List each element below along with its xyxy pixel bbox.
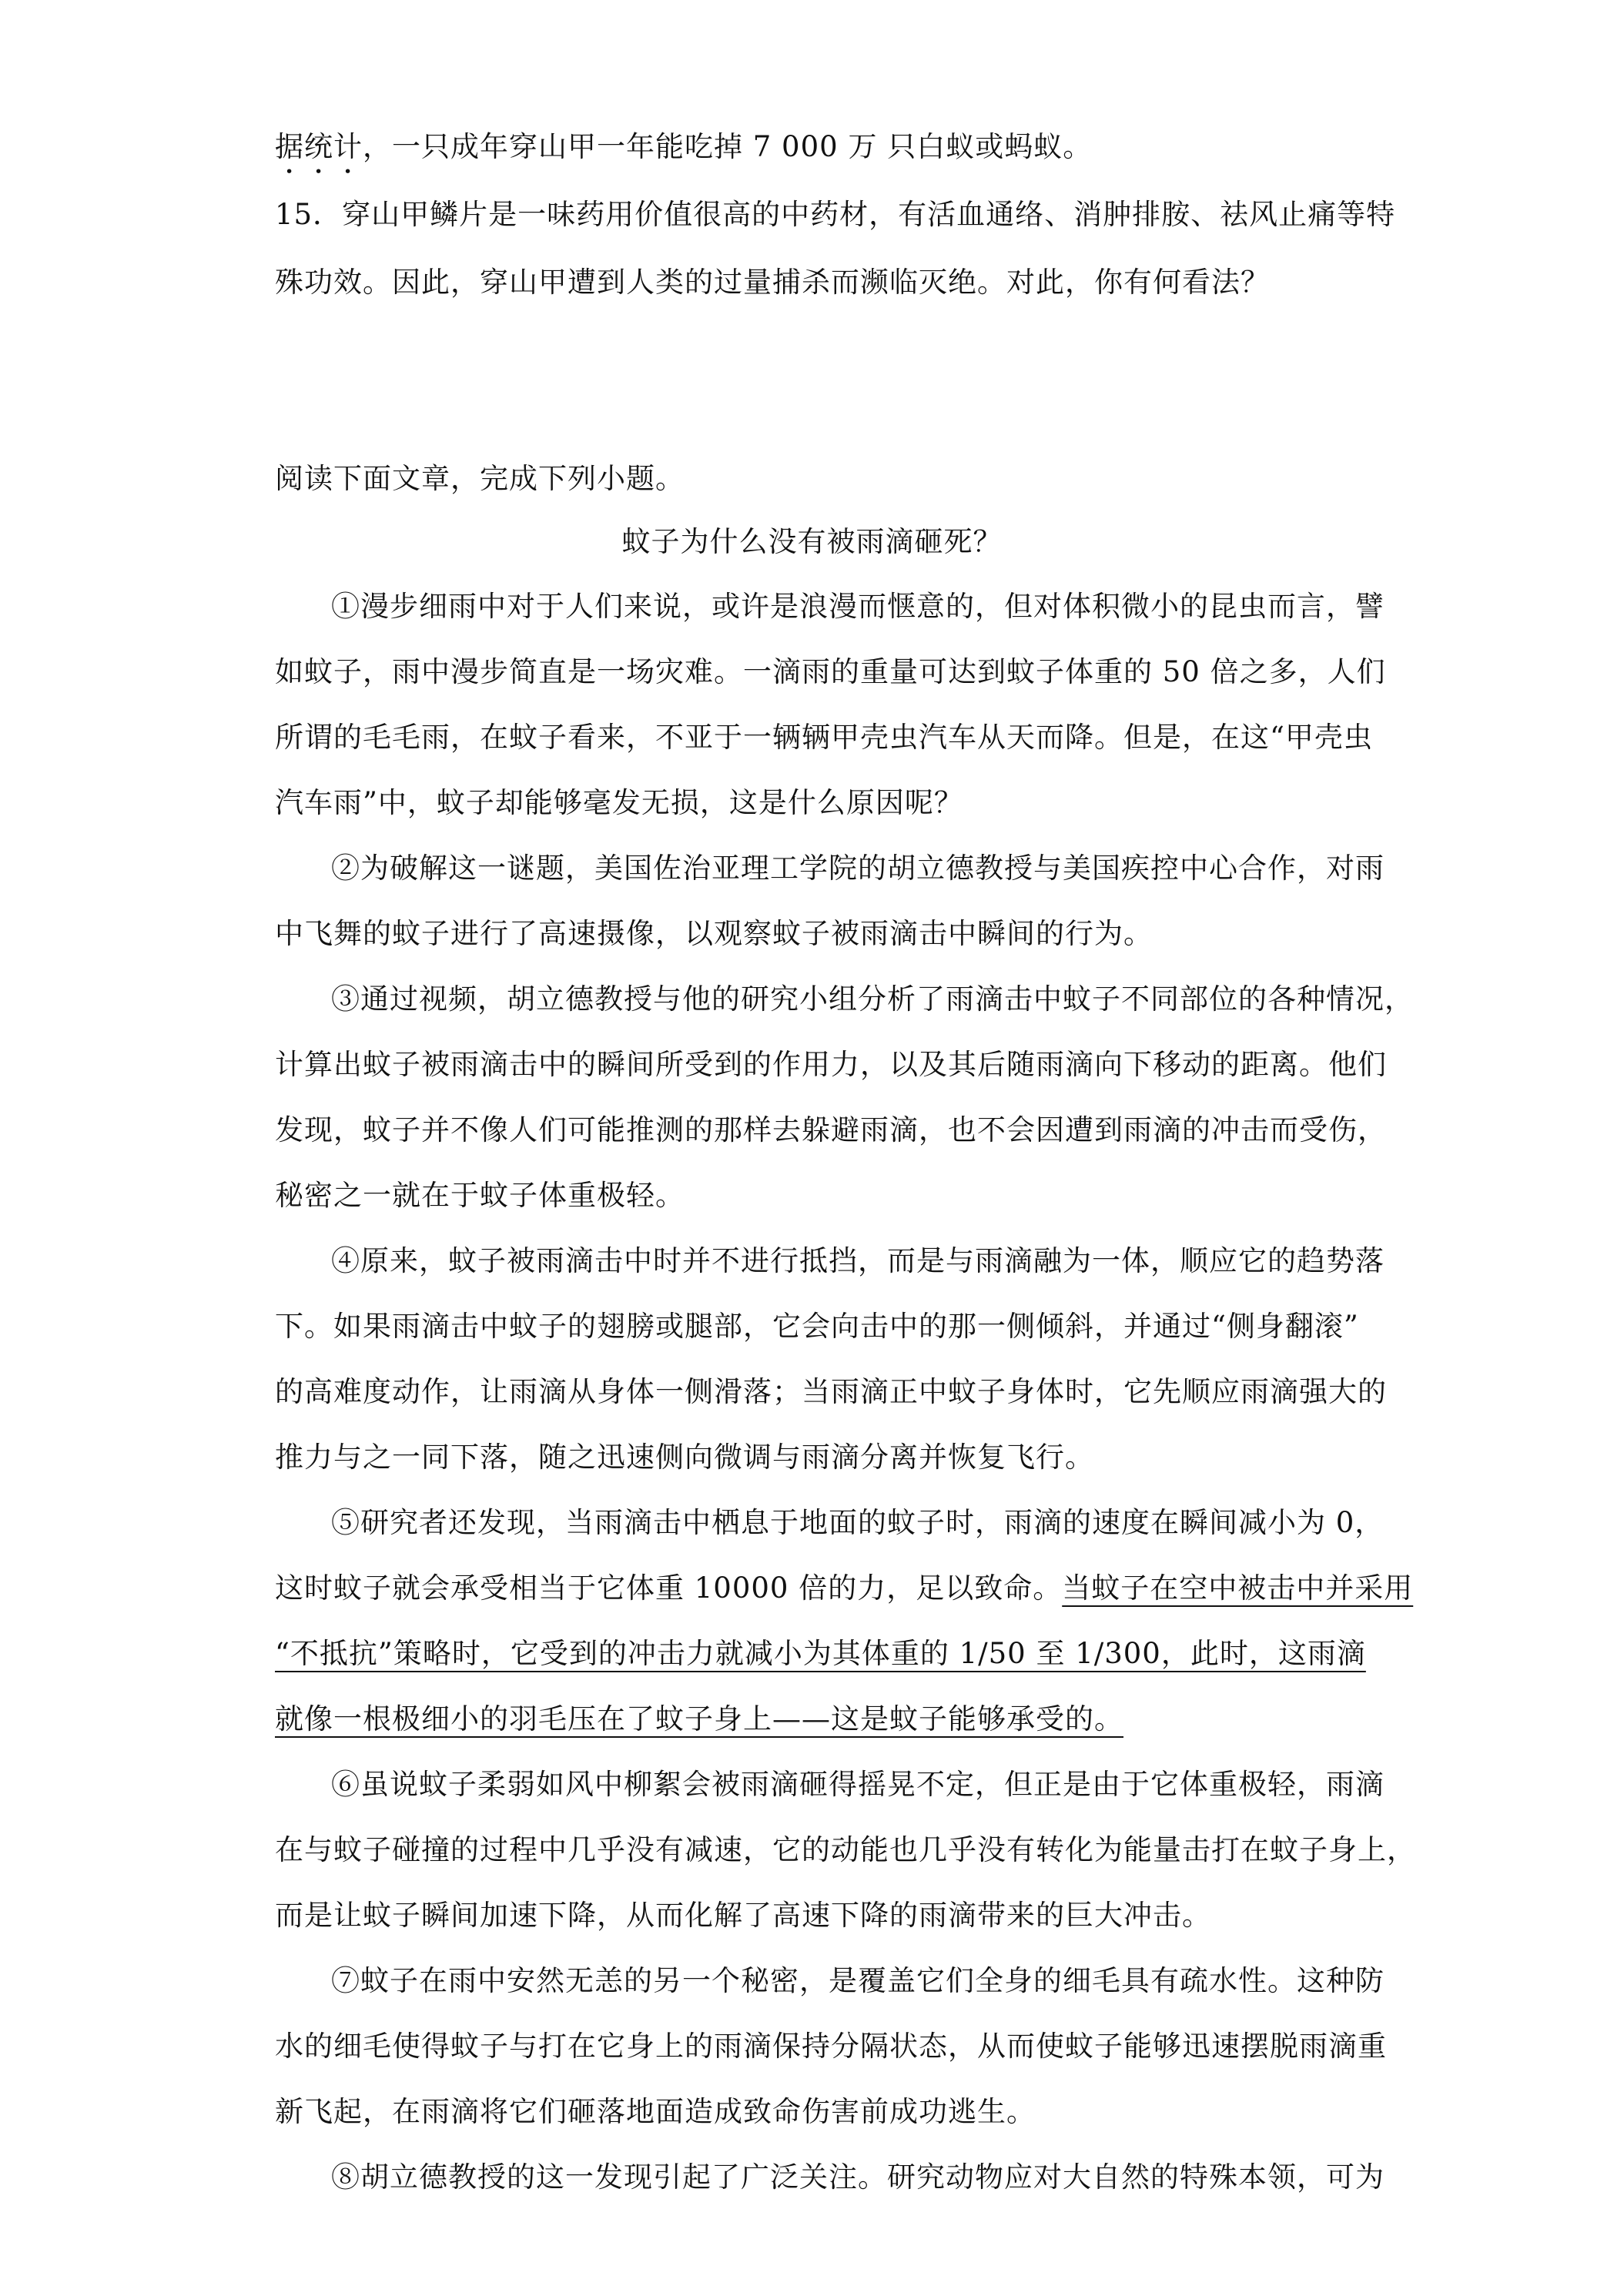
paragraph-3-line: ③通过视频，胡立德教授与他的研究小组分析了雨滴击中蚊子不同部位的各种情况， [331, 982, 1414, 1016]
paragraph-3-line: 发现，蚊子并不像人们可能推测的那样去躲避雨滴，也不会因遭到雨滴的冲击而受伤， [275, 1113, 1387, 1146]
reading-instruction: 阅读下面文章，完成下列小题。 [275, 462, 685, 495]
question-15-line-2: 殊功效。因此，穿山甲遭到人类的过量捕杀而濒临灭绝。对此，你有何看法？ [275, 266, 1270, 299]
paragraph-5-plain-text: 这时蚊子就会承受相当于它体重 10000 倍的力，足以致命。 [275, 1571, 1063, 1605]
paragraph-5-line [275, 1635, 1366, 1672]
underlined-sentence: “不抵抗”策略时，它受到的冲击力就减小为其体重的 1/50 至 1/300，此时，这雨滴 [275, 1637, 1366, 1670]
paragraph-3-line: 秘密之一就在于蚊子体重极轻。 [275, 1179, 685, 1212]
statistic-text: ，一只成年穿山甲一年能吃掉 7 000 万 只白蚁或蚂蚁。 [363, 130, 1093, 163]
paragraph-6-line: ⑥虽说蚊子柔弱如风中柳絮会被雨滴砸得摇晃不定，但正是由于它体重极轻，雨滴 [331, 1768, 1385, 1801]
paragraph-8-line: ⑧胡立德教授的这一发现引起了广泛关注。研究动物应对大自然的特殊本领，可为 [331, 2160, 1385, 2194]
paragraph-5-line: ⑤研究者还发现，当雨滴击中栖息于地面的蚊子时，雨滴的速度在瞬间减小为 0， [331, 1506, 1385, 1539]
paragraph-5-line [275, 1570, 1413, 1607]
underlined-sentence: 就像一根极细小的羽毛压在了蚊子身上——这是蚊子能够承受的。 [275, 1702, 1123, 1735]
paragraph-1-line: 汽车雨”中，蚊子却能够毫发无损，这是什么原因呢？ [275, 786, 963, 819]
paragraph-5-line [275, 1701, 1123, 1738]
paragraph-2-line: 中飞舞的蚊子进行了高速摄像，以观察蚊子被雨滴击中瞬间的行为。 [275, 917, 1153, 950]
underlined-sentence: 当蚊子在空中被击中并采用 [1062, 1571, 1414, 1605]
paragraph-6-line: 而是让蚊子瞬间加速下降，从而化解了高速下降的雨滴带来的巨大冲击。 [275, 1899, 1211, 1932]
paragraph-4-line: 下。如果雨滴击中蚊子的翅膀或腿部，它会向击中的那一侧倾斜，并通过“侧身翻滚” [275, 1310, 1359, 1343]
paragraph-2-line: ②为破解这一谜题，美国佐治亚理工学院的胡立德教授与美国疾控中心合作，对雨 [331, 852, 1385, 885]
paragraph-4-line: 的高难度动作，让雨滴从身体一侧滑落；当雨滴正中蚊子身体时，它先顺应雨滴强大的 [275, 1375, 1387, 1408]
paragraph-4-line: 推力与之一同下落，随之迅速侧向微调与雨滴分离并恢复飞行。 [275, 1441, 1094, 1474]
paragraph-7-line: ⑦蚊子在雨中安然无恙的另一个秘密，是覆盖它们全身的细毛具有疏水性。这种防 [331, 1964, 1385, 1997]
statistic-line [275, 129, 1092, 180]
paragraph-1-line: 所谓的毛毛雨，在蚊子看来，不亚于一辆辆甲壳虫汽车从天而降。但是，在这“甲壳虫 [275, 721, 1373, 754]
paragraph-1-line: 如蚊子，雨中漫步简直是一场灾难。一滴雨的重量可达到蚊子体重的 50 倍之多，人们 [275, 655, 1386, 688]
paragraph-1-line: ①漫步细雨中对于人们来说，或许是浪漫而惬意的，但对体积微小的昆虫而言，譬 [331, 590, 1385, 623]
paragraph-6-line: 在与蚊子碰撞的过程中几乎没有减速，它的动能也几乎没有转化为能量击打在蚊子身上， [275, 1833, 1416, 1866]
article-title: 蚊子为什么没有被雨滴砸死？ [621, 525, 1003, 558]
question-15-line-1: 15．穿山甲鳞片是一味药用价值很高的中药材，有活血通络、消肿排胺、祛风止痛等特 [275, 198, 1396, 231]
emphasized-word: 据统计 [275, 130, 363, 163]
paragraph-7-line: 新飞起，在雨滴将它们砸落地面造成致命伤害前成功逃生。 [275, 2095, 1036, 2128]
paragraph-4-line: ④原来，蚊子被雨滴击中时并不进行抵挡，而是与雨滴融为一体，顺应它的趋势落 [331, 1244, 1385, 1277]
paragraph-7-line: 水的细毛使得蚊子与打在它身上的雨滴保持分隔状态，从而使蚊子能够迅速摆脱雨滴重 [275, 2030, 1387, 2063]
paragraph-3-line: 计算出蚊子被雨滴击中的瞬间所受到的作用力，以及其后随雨滴向下移动的距离。他们 [275, 1048, 1387, 1081]
